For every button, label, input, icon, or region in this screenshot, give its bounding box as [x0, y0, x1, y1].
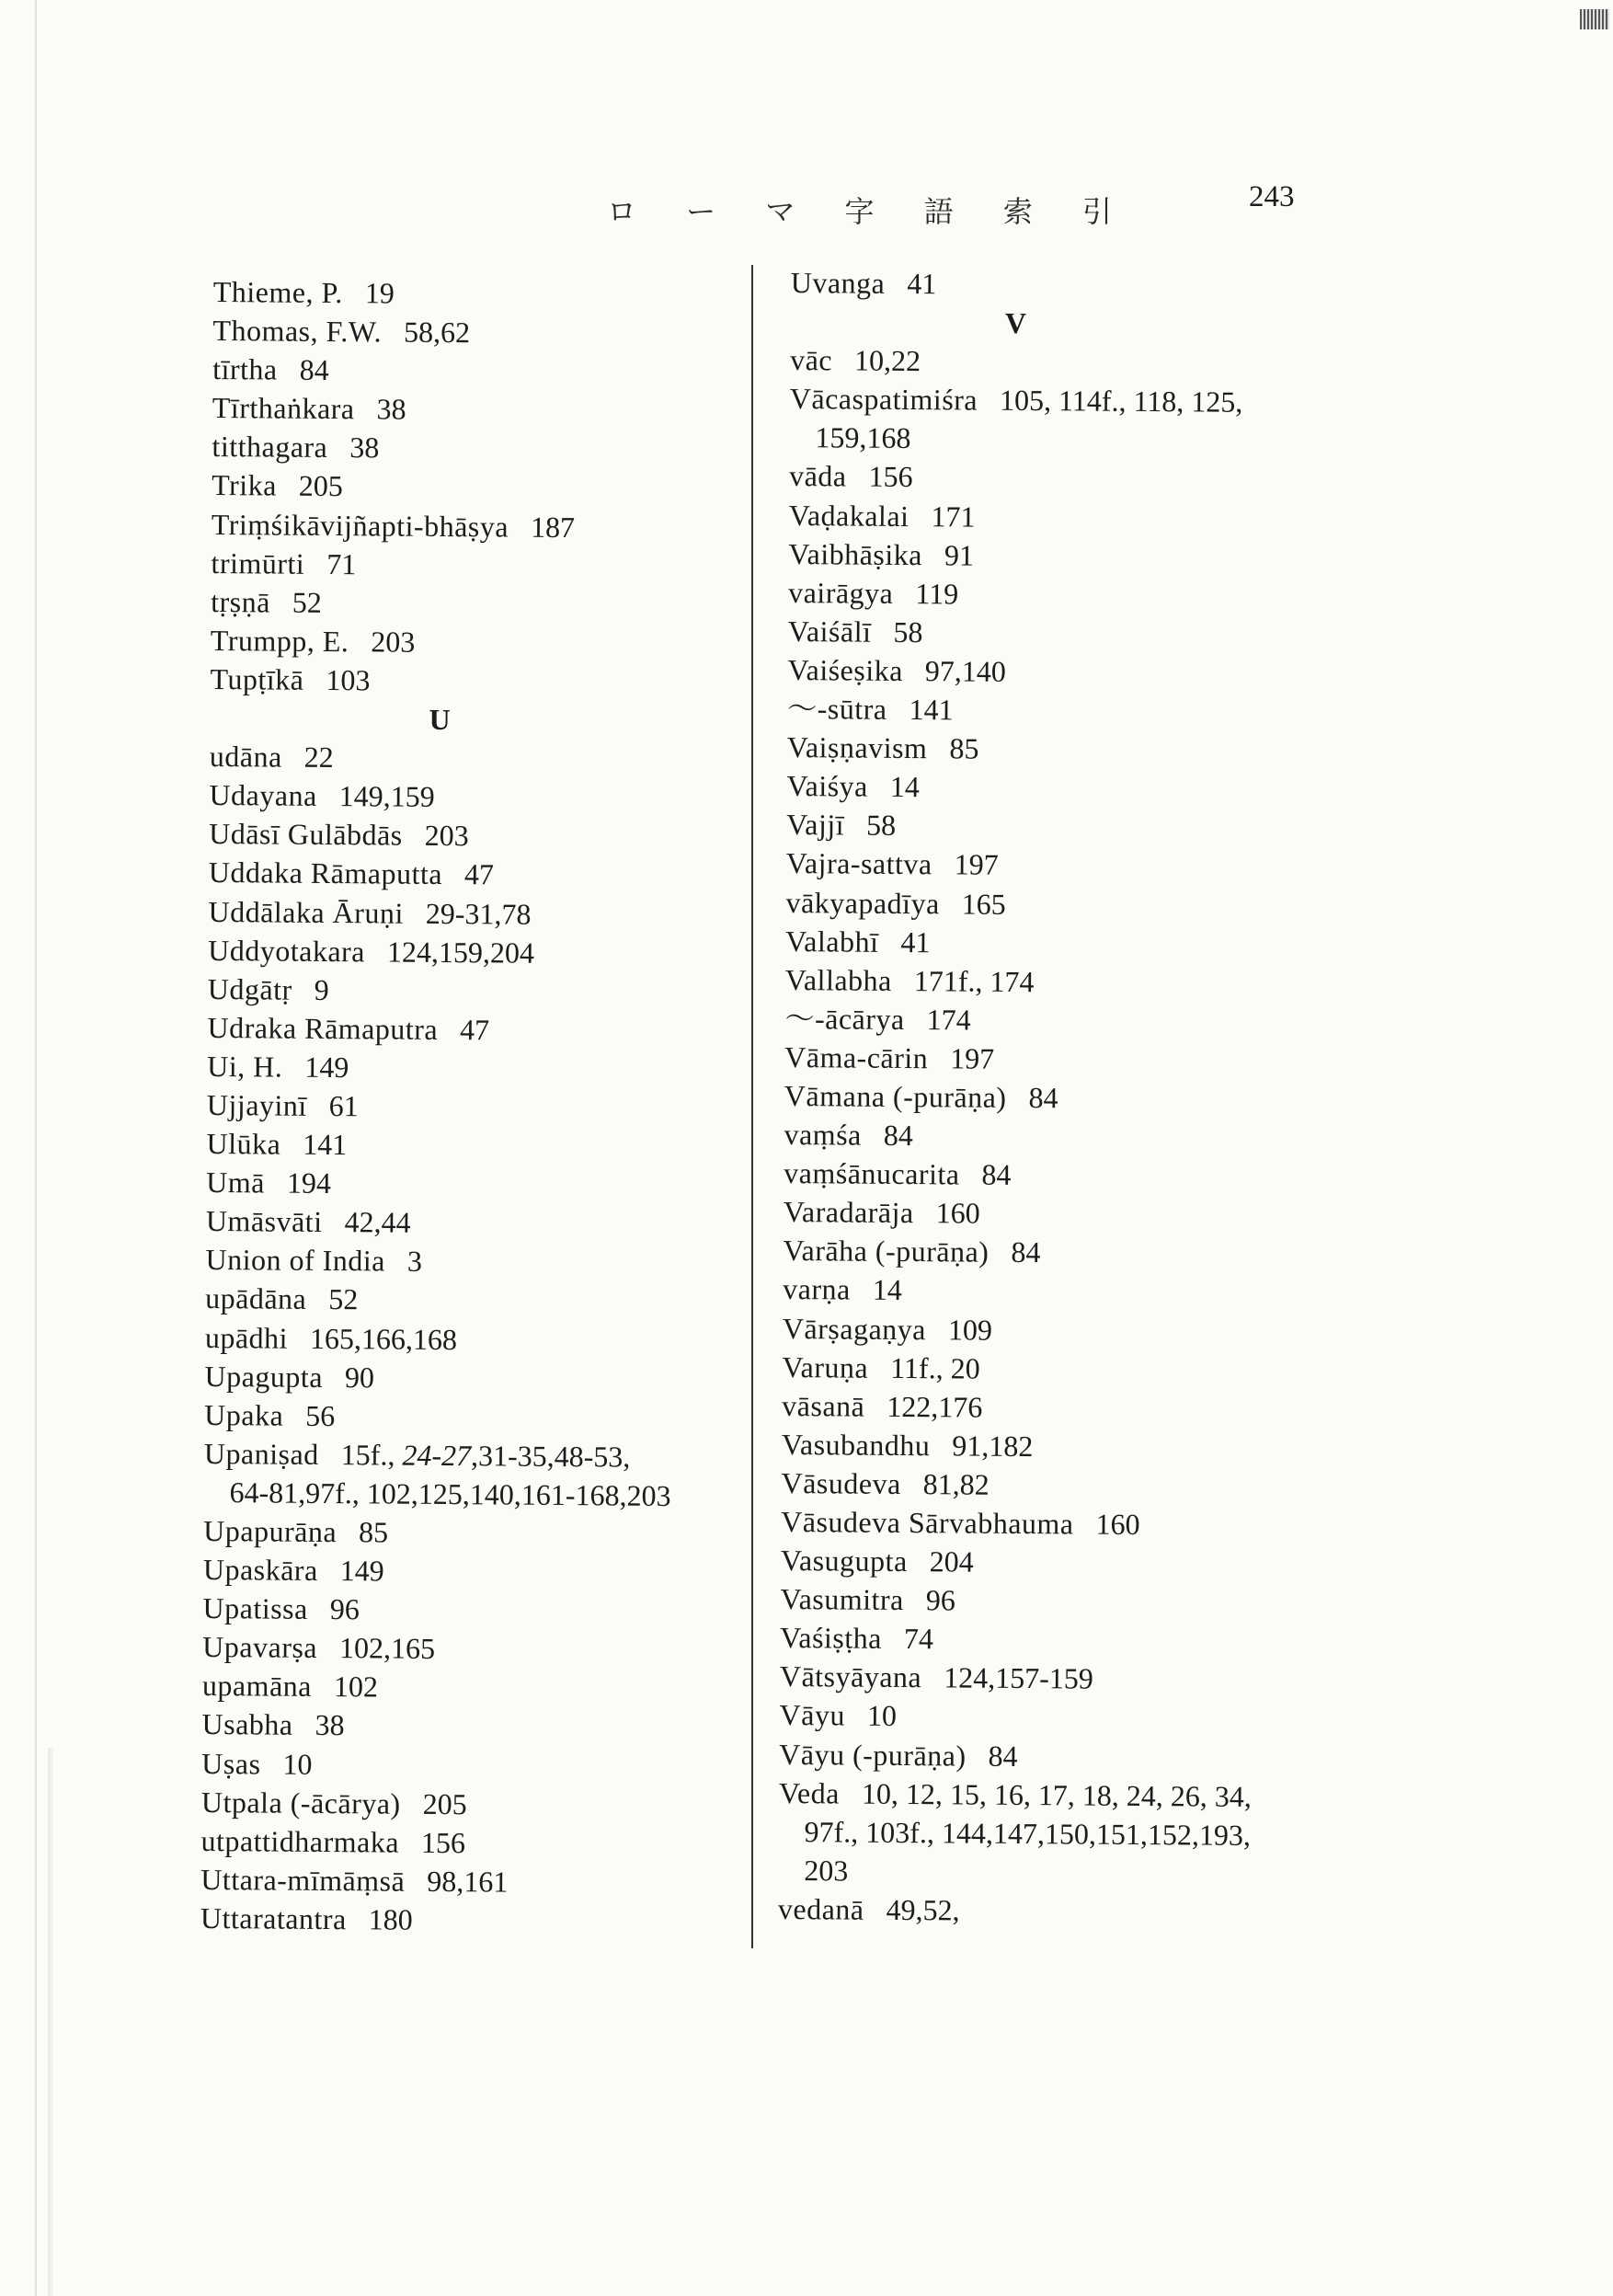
index-page-refs: 197 — [954, 847, 999, 882]
index-term: Vaibhāṣika — [788, 536, 923, 571]
index-page-refs: 171 — [931, 499, 976, 534]
index-entry — [785, 960, 1300, 1003]
index-entry — [212, 505, 745, 548]
index-page-refs: 160 — [1095, 1507, 1140, 1542]
index-entry — [213, 272, 747, 316]
index-term: Vāsudeva Sārvabhauma — [781, 1504, 1074, 1541]
index-page-refs: 61 — [328, 1088, 359, 1123]
index-entry — [203, 1511, 737, 1555]
index-term: Uttara-mīmāṃsā — [200, 1862, 406, 1898]
index-entry — [780, 1618, 1295, 1660]
index-entry — [781, 1464, 1296, 1506]
index-page-refs: 3 — [406, 1245, 423, 1279]
index-entry — [780, 1579, 1295, 1622]
index-entry — [782, 1386, 1297, 1429]
index-entry — [784, 1115, 1298, 1157]
section-letter-heading: U — [429, 702, 451, 737]
index-page-refs: 102 — [333, 1670, 379, 1704]
index-page-refs: 84 — [883, 1118, 913, 1153]
index-entry-continuation: 97f., 103f., 144,147,150,151,152,193, — [804, 1814, 1252, 1852]
index-term: titthagara — [212, 430, 328, 465]
index-term: Vāma-cārin — [784, 1039, 929, 1075]
index-page-refs: 74 — [903, 1622, 934, 1656]
index-page-refs: 84 — [1011, 1235, 1041, 1269]
index-term: Udraka Rāmaputra — [207, 1010, 439, 1046]
index-page-refs: 97,140 — [924, 654, 1007, 688]
index-term: Varāha (-purāṇa) — [783, 1234, 990, 1269]
index-entry — [786, 805, 1301, 847]
index-term: vāsanā — [782, 1388, 865, 1423]
index-page-refs: 58 — [893, 614, 923, 649]
index-entry — [787, 689, 1302, 731]
index-entry — [206, 1201, 739, 1245]
index-term: Ulūka — [206, 1127, 281, 1161]
index-entry — [789, 496, 1304, 538]
index-page-refs: 103 — [326, 662, 371, 697]
index-term: Upapurāṇa — [203, 1513, 337, 1549]
index-page-refs: 9 — [314, 972, 329, 1006]
index-page-refs: 149 — [304, 1050, 349, 1085]
index-entry — [205, 1279, 738, 1322]
index-term: Uddālaka Āruṇi — [208, 894, 404, 930]
index-term: Uddaka Rāmaputta — [208, 855, 443, 891]
index-entry — [784, 1154, 1298, 1196]
index-term: vairāgya — [788, 575, 894, 610]
index-entry — [212, 465, 745, 509]
index-page-refs: 58 — [866, 808, 897, 843]
scanner-mark — [1580, 9, 1609, 29]
index-entry — [208, 970, 741, 1013]
index-page-refs: 41 — [907, 266, 937, 301]
index-entry — [200, 1899, 734, 1942]
index-page-refs: 204 — [929, 1544, 974, 1578]
index-entry — [788, 534, 1303, 577]
index-page-refs-italic: 24-27 — [402, 1438, 472, 1473]
index-page-refs: 156 — [868, 460, 913, 494]
index-term: tṛṣṇā — [211, 584, 271, 619]
index-entry — [209, 775, 742, 819]
index-term: Upatissa — [202, 1591, 308, 1626]
index-entry — [208, 931, 741, 974]
index-page-refs: 156 — [420, 1825, 466, 1859]
index-entry — [781, 1541, 1296, 1583]
index-page-refs: 165,166,168 — [309, 1321, 458, 1356]
index-page-refs: 11f., 20 — [890, 1350, 980, 1385]
index-entry-continuation: 159,168 — [815, 420, 911, 455]
index-term: Tīrthaṅkara — [212, 391, 355, 426]
index-page-refs: 15f., — [340, 1437, 403, 1472]
index-entry — [200, 1821, 734, 1865]
index-entry — [781, 1502, 1296, 1544]
index-entry — [205, 1317, 738, 1360]
index-page-refs: 10, 12, 15, 16, 17, 18, 24, 26, 34, — [861, 1776, 1253, 1813]
index-page-refs: 141 — [303, 1127, 348, 1162]
index-entry — [201, 1783, 735, 1826]
index-page-refs: 96 — [925, 1583, 955, 1617]
index-page-refs: 124,159,204 — [386, 935, 535, 970]
index-entry — [202, 1627, 736, 1670]
index-entry — [785, 882, 1300, 924]
index-column-left — [200, 272, 747, 1942]
index-entry — [203, 1550, 737, 1593]
index-term: varṇa — [783, 1272, 851, 1306]
index-entry — [779, 1774, 1294, 1816]
page-number: 243 — [1249, 180, 1295, 213]
index-entry — [784, 1192, 1298, 1234]
index-entry — [791, 263, 1306, 305]
index-term: Upavarṣa — [202, 1630, 318, 1665]
index-term: Upaskāra — [202, 1553, 318, 1588]
index-term: Ui, H. — [207, 1049, 283, 1084]
index-entry — [788, 573, 1303, 615]
index-page-refs: 105, 114f., 118, 125, — [999, 384, 1243, 419]
index-term: Utpala (-ācārya) — [200, 1785, 401, 1820]
index-term: Vaiśeṣika — [787, 652, 904, 687]
index-page-refs: 52 — [328, 1282, 359, 1316]
index-column-right — [778, 263, 1306, 1932]
index-term: Uvanga — [790, 265, 886, 300]
index-term: Vajra-sattva — [785, 846, 932, 881]
index-term: Vāyu — [779, 1698, 846, 1732]
index-page-refs: 122,176 — [887, 1389, 983, 1424]
index-page-refs: 180 — [368, 1902, 413, 1936]
index-term: Upagupta — [204, 1359, 324, 1394]
index-term: Umāsvāti — [205, 1204, 323, 1239]
index-page-refs: 38 — [349, 430, 380, 465]
index-page-refs: 96 — [329, 1592, 360, 1626]
index-entry — [790, 340, 1305, 383]
index-entry — [209, 853, 742, 896]
index-page-refs: 205 — [422, 1786, 467, 1820]
index-term: upādhi — [204, 1320, 289, 1355]
index-page-refs: 165 — [961, 886, 1006, 921]
index-term: Upaka — [204, 1397, 284, 1432]
index-entry — [210, 737, 743, 780]
index-term: Union of India — [205, 1243, 386, 1278]
index-page-refs: 102,165 — [338, 1631, 436, 1666]
index-term: Varadarāja — [783, 1195, 914, 1230]
index-entry — [784, 1076, 1299, 1119]
index-page-refs: 171f., 174 — [913, 963, 1035, 998]
index-entry — [790, 379, 1305, 421]
index-term: Valabhī — [785, 924, 879, 959]
index-entry — [786, 766, 1301, 809]
index-page-refs: 10,22 — [853, 343, 921, 378]
index-entry-continuation: 64-81,97f., 102,125,140,161-168,203 — [229, 1475, 671, 1512]
index-entry — [785, 922, 1300, 964]
index-entry — [778, 1889, 1293, 1932]
index-entry — [210, 660, 743, 703]
index-page-refs: 109 — [947, 1312, 993, 1347]
index-entry — [209, 814, 742, 857]
running-head: ロ ー マ 字 語 索 引 — [607, 194, 1133, 229]
index-term: vāc — [790, 343, 833, 377]
index-term: udāna — [209, 740, 282, 774]
index-entry — [207, 1008, 740, 1051]
index-page-refs: 10 — [866, 1699, 898, 1733]
section-letter-heading: V — [1004, 305, 1027, 340]
index-page-refs: 91,182 — [952, 1429, 1034, 1463]
index-term: Veda — [778, 1775, 841, 1810]
index-entry — [205, 1240, 738, 1283]
index-term: Vaiśya — [786, 769, 868, 803]
index-term: Thieme, P. — [212, 274, 343, 310]
index-page-refs: 187 — [530, 510, 576, 544]
index-term: trimūrti — [211, 545, 305, 580]
index-term: upamāna — [201, 1669, 313, 1704]
index-entry — [204, 1395, 738, 1439]
index-entry — [212, 350, 746, 393]
index-page-refs: 22 — [303, 740, 334, 775]
index-page-refs: 71 — [326, 546, 357, 580]
index-term: utpattidharmaka — [200, 1823, 400, 1859]
index-term: vaṃśa — [784, 1118, 862, 1152]
index-term: Vajjī — [786, 808, 845, 842]
index-term: Uttaratantra — [200, 1900, 347, 1936]
index-term: Udayana — [209, 778, 317, 813]
scan-edge-shadow — [35, 0, 37, 2296]
index-entry — [782, 1348, 1297, 1390]
index-page-refs: 174 — [926, 1002, 971, 1037]
index-term: ～-sūtra — [787, 692, 887, 726]
index-term: Vāyu (-purāṇa) — [779, 1737, 967, 1773]
index-entry — [782, 1425, 1297, 1467]
index-entry — [201, 1744, 735, 1787]
index-entry — [212, 311, 746, 354]
index-page-refs: 85 — [949, 731, 979, 765]
index-term: Vāsudeva — [781, 1465, 901, 1500]
index-entry — [783, 1269, 1298, 1312]
index-page-refs: 124,157-159 — [944, 1660, 1093, 1696]
index-page-refs: 14 — [872, 1273, 902, 1307]
index-entry — [786, 844, 1301, 886]
index-page-refs: 197 — [950, 1041, 995, 1075]
index-term: Umā — [206, 1165, 266, 1200]
index-term: tīrtha — [212, 352, 278, 386]
index-term: Udāsī Gulābdās — [209, 817, 403, 852]
index-page-refs: 58,62 — [403, 315, 471, 350]
index-entry — [212, 427, 745, 470]
index-term: Vaḍakalai — [788, 498, 909, 533]
index-term: Uddyotakara — [208, 933, 366, 968]
index-term: Vaiṣṇavism — [786, 730, 928, 765]
index-entry — [784, 999, 1299, 1041]
index-page-refs: 41 — [900, 924, 931, 959]
index-page-refs: 205 — [298, 469, 343, 503]
index-page-refs: 56 — [305, 1398, 336, 1432]
index-page-refs: 149,159 — [338, 779, 435, 814]
index-entry — [780, 1657, 1295, 1699]
index-term: Vaśiṣṭha — [780, 1621, 883, 1656]
index-page-refs: 194 — [286, 1165, 332, 1200]
index-entry — [787, 650, 1302, 693]
index-entry — [202, 1666, 736, 1709]
index-term: Vaiśālī — [787, 614, 872, 649]
index-entry — [200, 1860, 734, 1903]
index-page-refs: 47 — [459, 1012, 490, 1047]
index-page-refs: 84 — [988, 1739, 1018, 1773]
index-entry — [788, 612, 1303, 654]
index-page-refs: 90 — [344, 1360, 375, 1395]
index-page-refs: 160 — [935, 1196, 980, 1230]
index-term: vāda — [789, 459, 847, 493]
index-page-refs: 14 — [889, 770, 920, 804]
index-page-refs: 29-31,78 — [425, 896, 532, 931]
index-term: Vāmana (-purāṇa) — [784, 1078, 1007, 1114]
index-term: Upaniṣad — [203, 1436, 319, 1471]
index-page-refs: 42,44 — [344, 1205, 411, 1239]
index-term: Tupṭīkā — [210, 661, 304, 696]
index-entry — [212, 388, 746, 431]
index-entry — [201, 1705, 735, 1748]
index-page-refs: 47 — [463, 857, 495, 891]
index-entry — [208, 891, 741, 935]
index-term: Uṣas — [201, 1746, 261, 1781]
index-term: ～-ācārya — [784, 1001, 905, 1036]
index-page-refs: 10 — [282, 1747, 313, 1781]
index-term: Vasubandhu — [781, 1427, 931, 1463]
index-page-refs: 91 — [944, 537, 975, 572]
index-page-refs: 84 — [299, 352, 329, 387]
index-page-refs: 203 — [424, 819, 469, 853]
index-entry — [779, 1735, 1294, 1777]
index-page-refs: 84 — [981, 1157, 1012, 1192]
index-term: Vācaspatimiśra — [789, 382, 978, 417]
index-entry — [207, 1085, 740, 1129]
index-entry — [784, 1038, 1299, 1080]
scan-edge-shadow-lower — [48, 1748, 53, 2296]
index-term: Vātsyāyana — [779, 1659, 922, 1694]
index-entry — [204, 1357, 738, 1400]
index-page-refs: 52 — [292, 585, 323, 619]
index-entry — [207, 1047, 740, 1090]
index-term: Vallabha — [784, 962, 892, 997]
index-entry — [789, 456, 1304, 499]
index-term: Thomas, F.W. — [212, 314, 383, 349]
index-page-refs: 19 — [364, 276, 395, 310]
index-term: vedanā — [777, 1891, 864, 1926]
index-page-refs: 149 — [339, 1554, 384, 1588]
index-page-refs: 49,52, — [886, 1892, 960, 1927]
index-term: Vasugupta — [780, 1544, 908, 1578]
index-term: Ujjayinī — [206, 1087, 307, 1122]
index-term: Varuṇa — [782, 1349, 869, 1384]
index-term: vākyapadīya — [785, 885, 940, 920]
index-entry — [211, 544, 744, 587]
index-term: Usabha — [201, 1707, 293, 1742]
index-page-refs: 203 — [371, 625, 416, 659]
index-term: Trumpp, E. — [210, 623, 349, 659]
index-term: Trika — [212, 468, 277, 503]
index-entry — [779, 1695, 1294, 1738]
index-page-refs: 85 — [358, 1515, 389, 1549]
column-divider — [751, 265, 753, 1948]
index-entry — [211, 582, 744, 626]
index-entry — [204, 1434, 738, 1477]
index-term: upādāna — [205, 1281, 307, 1316]
index-term: Udgātṛ — [207, 971, 292, 1006]
index-page-refs: 38 — [376, 392, 406, 426]
index-entry — [206, 1124, 739, 1167]
index-page-refs: 81,82 — [922, 1467, 990, 1501]
index-entry — [783, 1231, 1298, 1273]
index-term: Vasumitra — [780, 1582, 904, 1617]
index-entry-continuation: 203 — [804, 1854, 849, 1888]
index-term: Vārṣagaṇya — [782, 1311, 927, 1346]
index-page-refs: ,31-35,48-53, — [470, 1439, 631, 1474]
index-page-refs: 98,161 — [427, 1864, 509, 1899]
index-entry — [202, 1589, 736, 1632]
index-entry — [211, 621, 744, 664]
index-page-refs: 119 — [915, 576, 959, 611]
index-entry — [787, 728, 1302, 770]
index-entry — [206, 1163, 739, 1206]
index-page-refs: 141 — [909, 693, 954, 727]
index-term: Triṃśikāvijñapti-bhāṣya — [211, 507, 509, 544]
index-term: vaṃśānucarita — [784, 1156, 960, 1191]
index-page-refs: 84 — [1028, 1081, 1058, 1115]
index-entry — [783, 1308, 1298, 1350]
index-page-refs: 38 — [315, 1708, 345, 1742]
